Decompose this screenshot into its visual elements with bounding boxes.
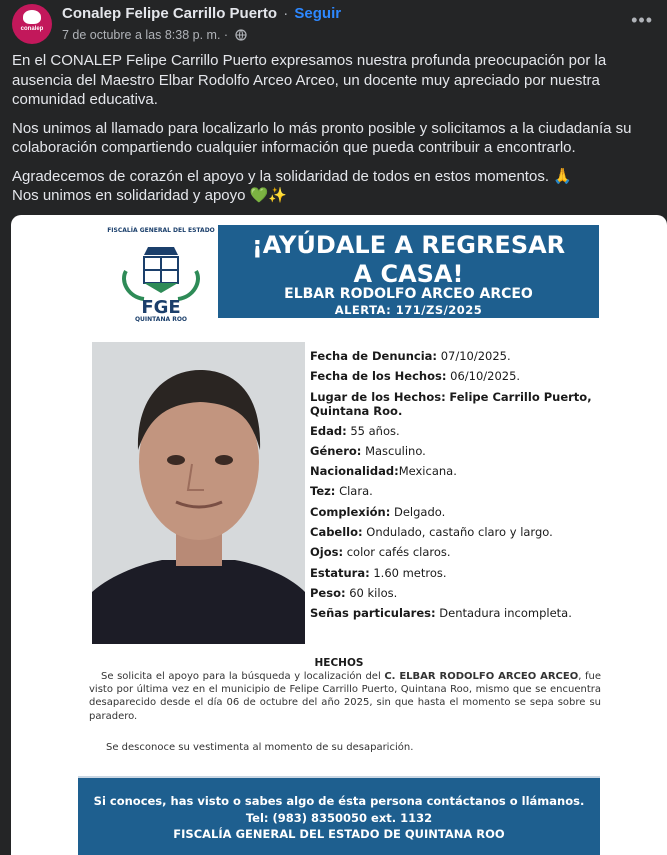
detail-row: Cabello: Ondulado, castaño claro y largo. [310,525,553,540]
post-header [12,4,657,48]
contact-instructions: Si conoces, has visto o sabes algo de ésta persona contáctanos o llámanos. [93,794,585,808]
detail-row: Lugar de los Hechos: Felipe Carrillo Puerto, Quintana Roo. [310,389,592,418]
detail-row: Ojos: color cafés claros. [310,545,451,560]
agency-name: FISCALÍA GENERAL DEL ESTADO DE QUINTANA ROO [173,827,505,841]
headline-line-1: ¡AYÚDALE A REGRESAR [251,231,566,259]
post-meta [62,28,247,42]
headline-line-2: A CASA! [353,260,464,288]
shield-emblem-icon [118,241,204,303]
detail-row: Nacionalidad:Mexicana. [310,464,457,479]
contact-phone: Tel: (983) 8350050 ext. 1132 [245,811,433,825]
detail-row: Fecha de Denuncia: 07/10/2025. [310,349,511,363]
more-options-icon[interactable]: ••• [631,10,653,30]
missing-person-photo [92,342,305,644]
hechos-title: HECHOS [314,657,364,669]
post-text [12,51,657,215]
conalep-logo-icon [23,10,41,24]
post-paragraph: Nos unimos al llamado para localizarlo lo más pronto posible y solicitamos a la ciudadanía su colaboración compartiendo cualquier información que pueda contribuir a encontrarlo. [12,119,632,156]
post-paragraph: En el CONALEP Felipe Carrillo Puerto expresamos nuestra profunda preocupación por la ausencia del Maestro Elbar Rodolfo Arceo Arceo, un docente muy apreciado por nuestra comunidad educativa. [12,52,607,108]
detail-row: Fecha de los Hechos: 06/10/2025. [310,369,521,384]
headline-banner [218,225,599,318]
detail-row: Señas particulares: Dentadura incompleta. [310,606,572,621]
alert-code: ALERTA: 171/ZS/2025 [334,303,483,317]
detail-row: Tez: Clara. [310,484,373,499]
page-name-link[interactable]: Conalep Felipe Carrillo Puerto [62,5,278,22]
post-paragraph: Nos unimos en solidaridad y apoyo 💚✨ [12,187,287,204]
detail-row: Complexión: Delgado. [310,504,446,519]
detail-row: Edad: 55 años. [310,423,400,438]
missing-person-poster[interactable] [11,215,667,855]
avatar-text: conalep [20,26,44,32]
detail-row: Género: Masculino. [310,443,426,458]
fge-logo [106,223,216,323]
page-avatar[interactable] [12,4,52,44]
follow-button[interactable]: Seguir [294,5,342,22]
globe-icon [235,29,247,41]
post-paragraph: Agradecemos de corazón el apoyo y la solidaridad de todos en estos momentos. 🙏 [12,167,572,185]
hechos-text: Se solicita el apoyo para la búsqueda y localización del C. ELBAR RODOLFO ARCEO ARCEO, fue visto por última vez en el municipio de Felipe Carrillo Puerto, Quintana Roo, mismo que se encuentra desaparecido desde el día 06 de octubre del año 2025, sin que hasta el momento se sepa sobre su paradero. [89,671,601,722]
detail-row: Estatura: 1.60 metros. [310,565,447,580]
post-timestamp[interactable]: 7 de octubre a las 8:38 p. m. · [62,28,229,42]
page-name-line [62,5,341,22]
contact-footer [78,778,600,855]
missing-person-name: ELBAR RODOLFO ARCEO ARCEO [284,286,533,302]
detail-row: Peso: 60 kilos. [310,585,398,600]
separator-dot: · [283,5,289,22]
logo-bottom-text: QUINTANA ROO [134,316,188,323]
vestimenta-text: Se desconoce su vestimenta al momento de su desaparición. [106,742,414,753]
logo-main-text: FGE [141,297,181,318]
logo-top-text: FISCALÍA GENERAL DEL ESTADO [107,227,215,234]
person-details [310,346,610,624]
